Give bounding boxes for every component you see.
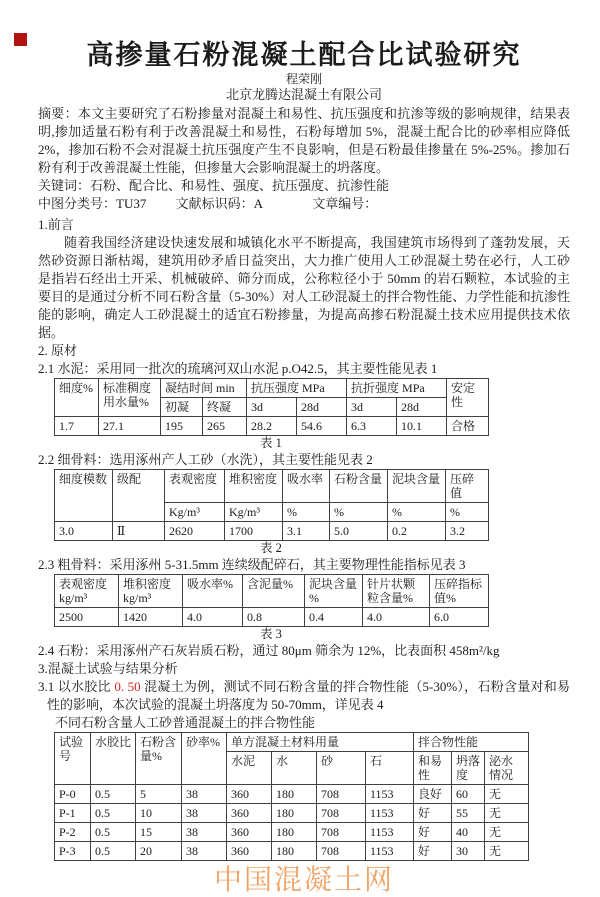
table-cell: 60	[452, 785, 485, 804]
table-cell: 0.4	[305, 608, 363, 627]
header-cell: 细度%	[55, 379, 99, 417]
article-number: 文章编号：	[312, 196, 378, 211]
header-cell: %	[283, 503, 330, 522]
author-affiliation: 北京龙腾达混凝土有限公司	[225, 87, 382, 102]
site-watermark: 中国混凝土网	[213, 865, 394, 896]
table-2-wrapper	[54, 469, 488, 556]
abstract-paragraph: 摘要：本文主要研究了石粉掺量对混凝土和易性、抗压强度和抗渗等级的影响规律，结果表明,掺加适量石粉有利于改善混凝土和易性，石粉每增加 5%，混凝土配合比的砂率相应降低 2%，掺加石粉不会对混凝土抗压强度产生不良影响，但是石粉最佳掺量在 5%-25%。掺加石粉有利于改善混凝土性能，但掺量大会影响混凝土的坍落度。	[38, 106, 570, 175]
header-cell: 28d	[297, 398, 347, 417]
table-cell: 180	[272, 842, 317, 861]
header-cell: 标准稠度用水量%	[99, 379, 161, 417]
table-row	[55, 575, 489, 608]
table-2-caption: 表 2	[260, 541, 282, 555]
header-cell: 3d	[347, 398, 397, 417]
table-cell: 180	[272, 823, 317, 842]
table-cell: 10.1	[397, 417, 447, 436]
header-cell: %	[330, 503, 388, 522]
header-cell: 初凝	[161, 398, 203, 417]
header-cell: Kg/m³	[165, 503, 225, 522]
table-cell: 无	[485, 804, 529, 823]
table-cell: 38	[182, 842, 227, 861]
table-cell: 2500	[55, 608, 119, 627]
s3-1-text-tail: 混凝土为例，测试不同石粉含量的拌合物性能（5-30%），石粉含量对和易性的影响，本次试验的混凝土坍落度为 50-70mm，详见表 4	[47, 679, 570, 712]
table-cell: 40	[452, 823, 485, 842]
table-cell: 265	[203, 417, 247, 436]
section-3-1-paragraph	[38, 678, 570, 714]
table-cell: 180	[272, 785, 317, 804]
table-cell: 360	[227, 823, 272, 842]
table-3-coarse-aggregate-properties	[54, 574, 489, 627]
table-cell: 1153	[366, 842, 414, 861]
table-cell: 28.2	[247, 417, 297, 436]
table-cell: 6.3	[347, 417, 397, 436]
table-4-mixture-performance	[54, 732, 529, 861]
header-cell: %	[446, 503, 489, 522]
header-cell: 级配	[113, 470, 165, 522]
header-cell: 泌水情况	[485, 752, 529, 785]
table-cell: 360	[227, 804, 272, 823]
table-row	[55, 470, 489, 503]
section-3-heading: 3.混凝土试验与结果分析	[38, 661, 178, 676]
header-cell: 凝结时间 min	[161, 379, 247, 398]
table-cell: P-3	[55, 842, 91, 861]
table-cell: 5.0	[330, 522, 388, 541]
table-cell: 1700	[225, 522, 283, 541]
header-cell: 细度模数	[55, 470, 113, 522]
header-cell: 石	[366, 752, 414, 785]
table-cell: 1153	[366, 785, 414, 804]
header-cell: 压碎指标值%	[430, 575, 489, 608]
section-2-1-line: 2.1 水泥：采用同一批次的琉璃河双山水泥 p.O42.5，其主要性能见表 1	[38, 361, 438, 376]
table-cell: 6.0	[430, 608, 489, 627]
table-row	[55, 785, 529, 804]
table-cell: 5	[136, 785, 182, 804]
table-cell: 无	[485, 823, 529, 842]
table-3-caption: 表 3	[260, 627, 282, 641]
table-cell: 195	[161, 417, 203, 436]
header-cell: 抗折强度 MPa	[347, 379, 447, 398]
table-cell: 38	[182, 785, 227, 804]
table-row	[55, 733, 529, 752]
header-cell: 吸水率%	[183, 575, 243, 608]
table-cell: 0.5	[91, 842, 136, 861]
table-cell: 180	[272, 804, 317, 823]
table-cell: 2620	[165, 522, 225, 541]
clc-number: 中图分类号：TU37	[38, 196, 147, 211]
table-cell: 1.7	[55, 417, 99, 436]
table-cell: 好	[414, 823, 452, 842]
header-cell: 单方混凝土材料用量	[227, 733, 414, 752]
section-1-heading: 1.前言	[38, 217, 74, 232]
table-4-wrapper	[54, 732, 528, 861]
header-cell: 针片状颗粒含量%	[363, 575, 430, 608]
header-cell: 坍落度	[452, 752, 485, 785]
header-cell: 拌合物性能	[414, 733, 529, 752]
table-cell: P-0	[55, 785, 91, 804]
table-cell: 10	[136, 804, 182, 823]
page-title: 高掺量石粉混凝土配合比试验研究	[86, 40, 522, 70]
table-row	[55, 823, 529, 842]
table-1-caption: 表 1	[260, 436, 282, 450]
table-cell: 0.2	[388, 522, 446, 541]
table-cell: 好	[414, 804, 452, 823]
header-cell: %	[388, 503, 446, 522]
table-cell: 30	[452, 842, 485, 861]
table-cell: 15	[136, 823, 182, 842]
red-square-marker	[14, 33, 27, 46]
table-4-pretitle: 不同石粉含量人工砂普通混凝土的拌合物性能	[55, 715, 316, 730]
table-1-cement-properties	[54, 378, 489, 436]
table-cell: 合格	[447, 417, 489, 436]
table-cell: 无	[485, 785, 529, 804]
header-cell: 抗压强度 MPa	[247, 379, 347, 398]
table-cell: 708	[317, 823, 366, 842]
header-cell: 和易性	[414, 752, 452, 785]
s3-1-highlighted-ratio: 0. 50	[114, 679, 141, 694]
table-cell: 4.0	[183, 608, 243, 627]
document-code: 文献标识码：A	[175, 196, 263, 211]
section-2-4-line: 2.4 石粉：采用涿州产石灰岩质石粉，通过 80μm 筛余为 12%，比表面积 458m²/kg	[38, 643, 500, 658]
table-row	[55, 608, 489, 627]
header-cell: 砂	[317, 752, 366, 785]
keywords-line: 关键词：石粉、配合比、和易性、强度、抗压强度、抗渗性能	[38, 178, 390, 193]
table-cell: 38	[182, 823, 227, 842]
table-cell: 0.5	[91, 823, 136, 842]
table-cell: 708	[317, 785, 366, 804]
header-cell: 泥块含量 %	[305, 575, 363, 608]
table-cell: 良好	[414, 785, 452, 804]
table-cell: 好	[414, 842, 452, 861]
header-cell: 表观密度 kg/m³	[55, 575, 119, 608]
table-cell: 3.1	[283, 522, 330, 541]
table-cell: 3.2	[446, 522, 489, 541]
table-row	[55, 842, 529, 861]
table-cell: 1153	[366, 804, 414, 823]
header-cell: 堆积密度 kg/m³	[119, 575, 183, 608]
header-cell: 安定性	[447, 379, 489, 417]
table-cell: 0.5	[91, 804, 136, 823]
table-cell: 708	[317, 842, 366, 861]
header-cell: 水泥	[227, 752, 272, 785]
header-cell: 表观密度	[165, 470, 225, 503]
table-cell: 360	[227, 842, 272, 861]
header-cell: 28d	[397, 398, 447, 417]
header-cell: 吸水率	[283, 470, 330, 503]
table-cell: 无	[485, 842, 529, 861]
table-row	[55, 522, 489, 541]
header-cell: Kg/m³	[225, 503, 283, 522]
table-cell: P-1	[55, 804, 91, 823]
classification-line	[38, 195, 570, 213]
section-2-2-line: 2.2 细骨料：选用涿州产人工砂（水洗），其主要性能见表 2	[38, 452, 373, 467]
table-cell: 20	[136, 842, 182, 861]
header-cell: 试验号	[55, 733, 91, 785]
header-cell: 石粉含量%	[136, 733, 182, 785]
header-cell: 终凝	[203, 398, 247, 417]
table-row	[55, 417, 489, 436]
table-row	[55, 379, 489, 398]
table-cell: 54.6	[297, 417, 347, 436]
table-cell: 3.0	[55, 522, 113, 541]
table-cell: P-2	[55, 823, 91, 842]
header-cell: 堆积密度	[225, 470, 283, 503]
table-row	[55, 804, 529, 823]
section-2-heading: 2. 原材	[38, 343, 78, 358]
table-cell: 0.8	[243, 608, 305, 627]
table-cell: 708	[317, 804, 366, 823]
table-1-wrapper	[54, 378, 488, 451]
header-cell: 砂率%	[182, 733, 227, 785]
table-cell: 1153	[366, 823, 414, 842]
table-2-fine-aggregate-properties	[54, 469, 489, 541]
table-cell: Ⅱ	[113, 522, 165, 541]
header-cell: 水胶比	[91, 733, 136, 785]
header-cell: 压碎值	[446, 470, 489, 503]
header-cell: 石粉含量	[330, 470, 388, 503]
header-cell: 3d	[247, 398, 297, 417]
table-cell: 4.0	[363, 608, 430, 627]
table-3-wrapper	[54, 574, 488, 642]
s3-1-text: 3.1 以水胶比	[38, 679, 115, 694]
table-cell: 27.1	[99, 417, 161, 436]
table-cell: 0.5	[91, 785, 136, 804]
header-cell: 水	[272, 752, 317, 785]
table-cell: 360	[227, 785, 272, 804]
section-1-paragraph: 随着我国经济建设快速发展和城镇化水平不断提高，我国建筑市场得到了蓬勃发展，天然砂资源日渐枯竭，建筑用砂矛盾日益突出，大力推广使用人工砂混凝土势在必行，人工砂是指岩石经出土开采、机械破碎、筛分而成，公称粒径小于 50mm 的岩石颗粒，本试验的主要目的是通过分析不同石粉含量（5-30%）对人工砂混凝土的拌合物性能、力学性能和抗渗性能的影响，确定人工砂混凝土的适宜石粉掺量，为提高高掺石粉混凝土技术应用提供技术依据。	[38, 235, 570, 340]
header-cell: 含泥量%	[243, 575, 305, 608]
header-cell: 泥块含量	[388, 470, 446, 503]
author-name: 程荣刚	[285, 72, 322, 86]
table-cell: 38	[182, 804, 227, 823]
section-2-3-line: 2.3 粗骨料：采用涿州 5-31.5mm 连续级配碎石，其主要物理性能指标见表 3	[38, 557, 466, 572]
table-cell: 55	[452, 804, 485, 823]
table-cell: 1420	[119, 608, 183, 627]
